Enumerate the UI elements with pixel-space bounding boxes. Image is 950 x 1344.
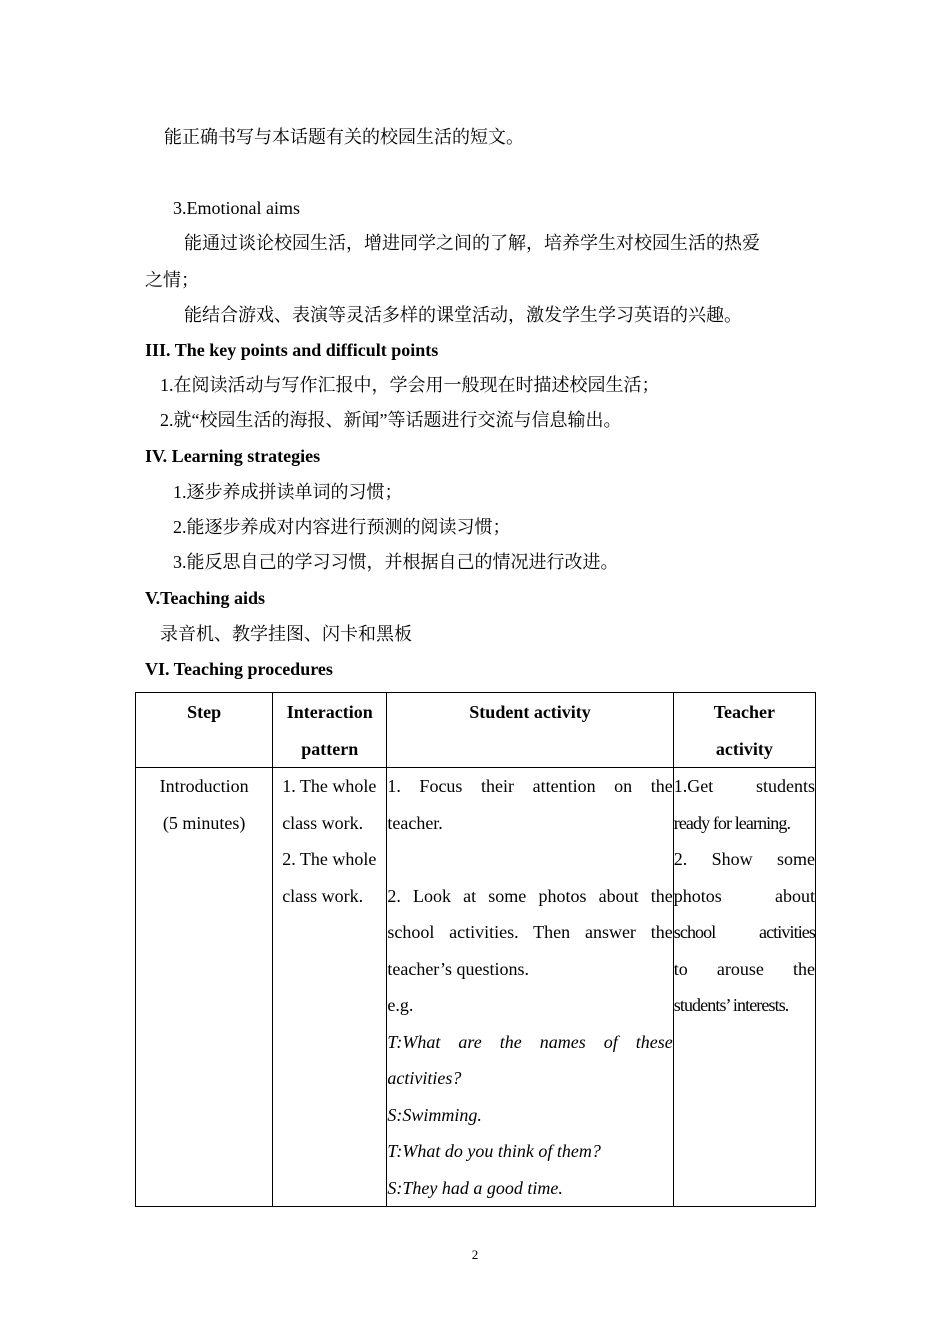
interaction-line-2: class work. (282, 812, 364, 833)
learning-strategies-heading: IV. Learning strategies (145, 446, 321, 466)
student-item-1-line-1: 1. Focus their attention on the (387, 776, 673, 796)
blank-line (387, 841, 672, 878)
step-duration: (5 minutes) (162, 812, 246, 833)
header-student-activity (387, 693, 673, 768)
emotional-aims-heading: 3.Emotional aims (173, 198, 300, 218)
teacher-line-7: students’ interests. (673, 995, 789, 1015)
writing-aim-text: 能正确书写与本话题有关的校园生活的短文。 (164, 127, 524, 147)
teacher-line-4: photos about (673, 885, 815, 906)
teacher-activity-cell (673, 768, 815, 1207)
student-item-2-line-2: school activities. Then answer the (387, 922, 673, 942)
student-item-1-line-2: teacher. (387, 812, 443, 833)
strategy-2: 2.能逐步养成对内容进行预测的阅读习惯； (173, 517, 511, 537)
header-interaction-line-1: Interaction (286, 702, 373, 722)
strategy-1: 1.逐步养成拼读单词的习惯； (173, 482, 403, 502)
header-step-label: Step (187, 702, 222, 722)
page-number: 2 (471, 1247, 479, 1262)
table-row (136, 768, 816, 1207)
teacher-line-2: ready for learning. (673, 812, 791, 833)
interaction-line-3: 2. The whole (282, 849, 377, 869)
teacher-line-1: 1.Get students (673, 776, 815, 796)
teacher-line-5: school activities (673, 922, 815, 942)
step-cell (136, 768, 273, 1207)
student-item-2-line-3: teacher’s questions. (387, 958, 529, 979)
teaching-procedures-table (135, 692, 816, 1207)
dialogue-question-1-line-1: T:What are the names of these (387, 1031, 673, 1052)
dialogue-answer-1: S:Swimming. (387, 1104, 482, 1125)
emotional-aim-1-text: 能通过谈论校园生活，增进同学之间的了解，培养学生对校园生活的热爱 (184, 233, 760, 253)
teacher-line-3: 2. Show some (673, 849, 815, 869)
teacher-line-6: to arouse the (673, 958, 815, 979)
emotional-aim-1-continued: 之情； (145, 270, 199, 290)
key-point-2: 2.就“校园生活的海报、新闻”等话题进行交流与信息输出。 (160, 410, 622, 430)
header-interaction-pattern (273, 693, 387, 768)
teaching-aids-heading: V.Teaching aids (145, 588, 266, 608)
header-interaction-line-2: pattern (301, 738, 359, 759)
student-activity-cell (387, 768, 673, 1207)
teaching-aids-text: 录音机、教学挂图、闪卡和黑板 (160, 624, 412, 644)
student-item-2-line-1: 2. Look at some photos about the (387, 885, 673, 906)
dialogue-question-2: T:What do you think of them? (387, 1141, 601, 1161)
header-step (136, 693, 273, 768)
header-student-label: Student activity (469, 702, 591, 722)
interaction-line-1: 1. The whole (282, 776, 377, 796)
interaction-cell (273, 768, 387, 1207)
emotional-aim-2-text: 能结合游戏、表演等灵活多样的课堂活动，激发学生学习英语的兴趣。 (184, 305, 742, 325)
step-name: Introduction (159, 776, 249, 796)
key-point-1: 1.在阅读活动与写作汇报中，学会用一般现在时描述校园生活； (160, 375, 660, 395)
dialogue-answer-2: S:They had a good time. (387, 1177, 563, 1198)
strategy-3: 3.能反思自己的学习习惯，并根据自己的情况进行改进。 (173, 552, 619, 572)
dialogue-question-1-line-2: activities? (387, 1068, 462, 1088)
example-label: e.g. (387, 995, 414, 1015)
header-teacher-activity (673, 693, 815, 768)
teaching-procedures-heading: VI. Teaching procedures (145, 659, 333, 679)
interaction-line-4: class work. (282, 885, 364, 906)
header-teacher-line-1: Teacher (713, 702, 776, 722)
table-header-row (136, 693, 816, 768)
header-teacher-line-2: activity (715, 738, 773, 759)
key-points-heading: III. The key points and difficult points (145, 340, 439, 360)
